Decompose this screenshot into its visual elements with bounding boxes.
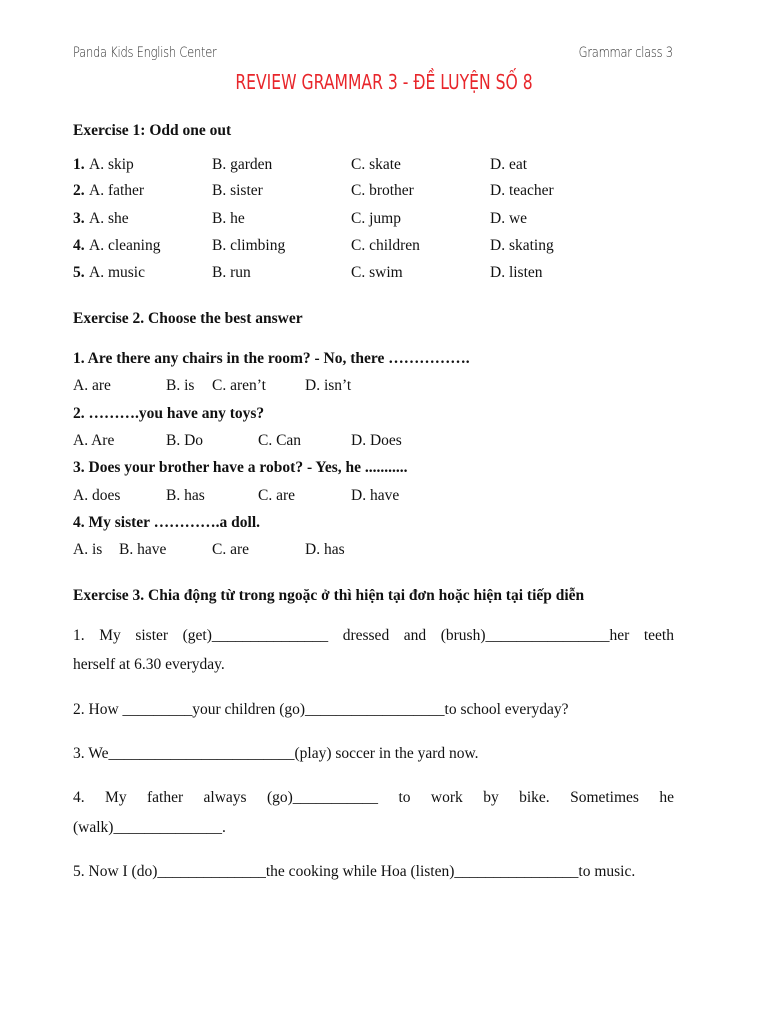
- option-a: A. father: [89, 182, 145, 199]
- q2-option-c: C. Can: [258, 432, 302, 449]
- exercise1-heading: Exercise 1: Odd one out: [73, 122, 232, 139]
- option-d: D. eat: [490, 156, 528, 173]
- item-number: 3.: [73, 210, 85, 227]
- option-a: A. she: [89, 210, 129, 227]
- q3-option-b: B. has: [166, 487, 205, 504]
- page-title: REVIEW GRAMMAR 3 - ĐỀ LUYỆN SỐ 8: [235, 70, 533, 94]
- q4-option-b: B. have: [119, 541, 167, 558]
- item-number: 4.: [73, 237, 85, 254]
- q1-option-b: B. is: [166, 377, 195, 394]
- header-school-name: Panda Kids English Center: [73, 45, 217, 61]
- option-a: A. skip: [89, 156, 134, 173]
- option-c: C. swim: [351, 264, 403, 281]
- q4-option-d: D. has: [305, 541, 345, 558]
- exercise3-sentence-3: 3. We________________________(play) soccer in the yard now.: [73, 745, 479, 762]
- item-number: 5.: [73, 264, 85, 281]
- option-b: B. sister: [212, 182, 263, 199]
- q2-option-b: B. Do: [166, 432, 204, 449]
- header-class-name: Grammar class 3: [578, 45, 673, 61]
- item-number: 2.: [73, 182, 85, 199]
- exercise2-question-1: 1. Are there any chairs in the room? - No, there …………….: [73, 350, 470, 367]
- option-d: D. listen: [490, 264, 543, 281]
- q1-option-c: C. aren’t: [212, 377, 266, 394]
- q3-option-d: D. have: [351, 487, 400, 504]
- option-d: D. skating: [490, 237, 554, 254]
- q2-option-d: D. Does: [351, 432, 402, 449]
- exercise3-sentence-1-line-1: 1. My sister (get)_______________ dressed and (brush)________________her teeth: [73, 627, 674, 644]
- q1-option-a: A. are: [73, 377, 111, 394]
- exercise3-sentence-2: 2. How _________your children (go)__________________to school everyday?: [73, 701, 569, 718]
- option-b: B. run: [212, 264, 251, 281]
- exercise3-sentence-4-line-2: (walk)______________.: [73, 819, 226, 836]
- q4-option-a: A. is: [73, 541, 103, 558]
- exercise3-sentence-1-line-2: herself at 6.30 everyday.: [73, 656, 225, 673]
- q3-option-a: A. does: [73, 487, 121, 504]
- option-a: A. music: [89, 264, 145, 281]
- q1-option-d: D. isn’t: [305, 377, 352, 394]
- option-d: D. teacher: [490, 182, 554, 199]
- option-b: B. garden: [212, 156, 273, 173]
- exercise2-question-4: 4. My sister ………….a doll.: [73, 514, 260, 531]
- option-c: C. children: [351, 237, 420, 254]
- exercise2-heading: Exercise 2. Choose the best answer: [73, 310, 303, 327]
- option-b: B. climbing: [212, 237, 286, 254]
- option-c: C. jump: [351, 210, 401, 227]
- exercise2-question-3: 3. Does your brother have a robot? - Yes, he ...........: [73, 459, 408, 476]
- option-c: C. brother: [351, 182, 414, 199]
- q2-option-a: A. Are: [73, 432, 115, 449]
- option-d: D. we: [490, 210, 528, 227]
- exercise3-sentence-5: 5. Now I (do)______________the cooking while Hoa (listen)________________to music.: [73, 863, 636, 880]
- option-b: B. he: [212, 210, 245, 227]
- exercise3-heading: Exercise 3. Chia động từ trong ngoặc ở thì hiện tại đơn hoặc hiện tại tiếp diễn: [73, 587, 585, 604]
- option-c: C. skate: [351, 156, 401, 173]
- item-number: 1.: [73, 156, 85, 173]
- q4-option-c: C. are: [212, 541, 250, 558]
- exercise2-question-2: 2. ……….you have any toys?: [73, 405, 265, 422]
- exercise3-sentence-4-line-1: 4. My father always (go)___________ to work by bike. Sometimes he: [73, 789, 674, 806]
- q3-option-c: C. are: [258, 487, 296, 504]
- option-a: A. cleaning: [89, 237, 161, 254]
